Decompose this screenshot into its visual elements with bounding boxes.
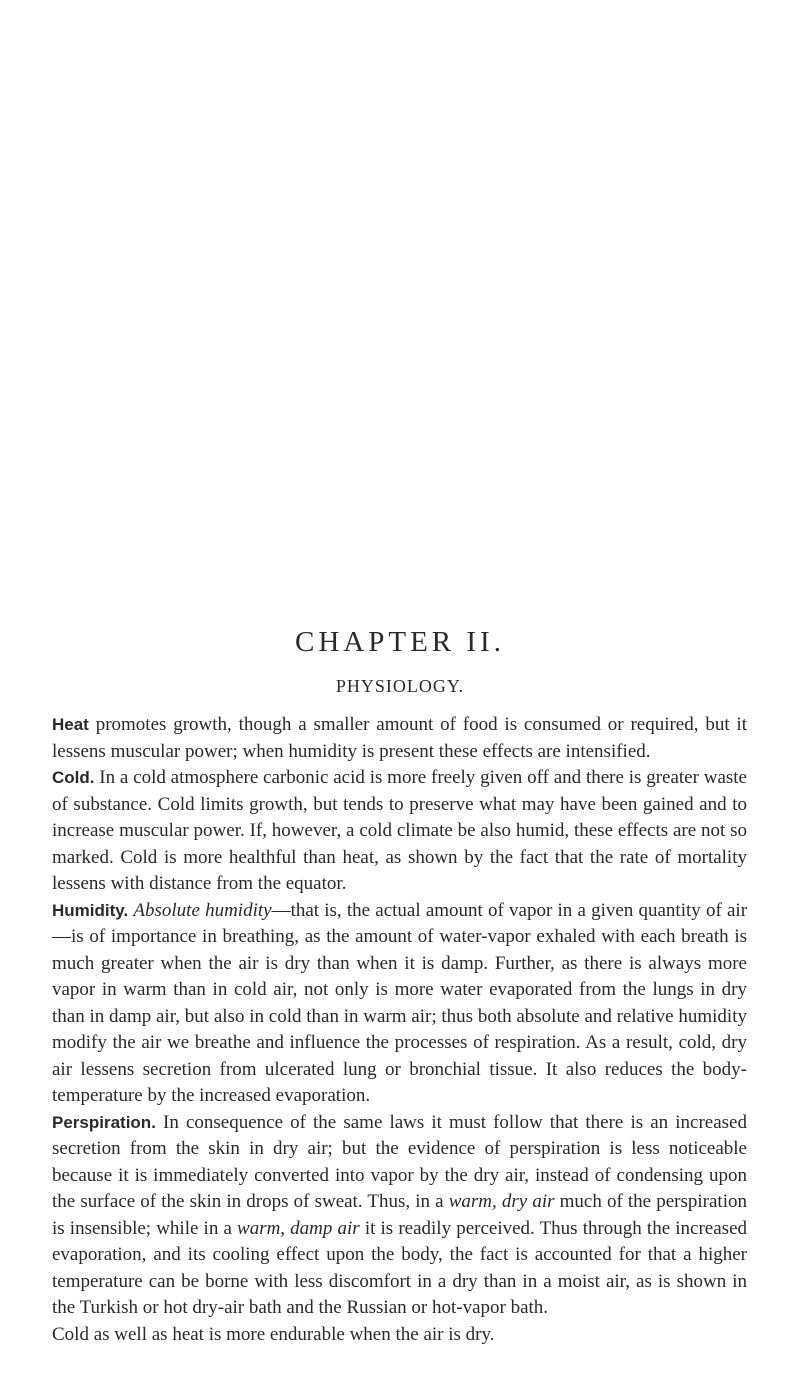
paragraph-text: it is readily perceived. Thus through the increased evaporation, and its cooling effect upon the body, the fact is accounted for that a higher temperature can be borne with less discomfort in a dry than in a moist air, as is shown in the Turkish or hot dry-air bath and the Russian or hot-vapor bath. [52, 1217, 747, 1318]
paragraph-heat [52, 712, 747, 765]
paragraph-italic-text: Absolute humidity [133, 899, 272, 921]
paragraph-text: much of the perspiration is insensible; while in a [52, 1191, 747, 1239]
paragraph-text: —that is, the actual amount of vapor in a given quantity of air—is of importance in breathing, as the amount of water-vapor exhaled with each breath is much greater when the air is dry than when it is damp. Further, as there is always more vapor in warm than in cold air, not only is more water evaporated from the lungs in dry than in damp air, but also in cold than in warm air; thus both absolute and relative humidity modify the air we breathe and influence the processes of respiration. As a result, cold, dry air lessens secretion from ulcerated lung or bronchial tissue. It also reduces the body-temperature by the increased evaporation. [52, 899, 748, 1106]
paragraph-humidity [52, 898, 747, 1110]
paragraph-italic-text: warm, dry air [448, 1191, 555, 1212]
paragraph-text: In a cold atmosphere carbonic acid is more freely given off and there is greater waste of substance. Cold limits growth, but tends to preserve what may have been gained and to increase muscular power. If, however, a cold climate be also humid, these effects are not so marked. Cold is more healthful than heat, as shown by the fact that the rate of mortality lessens with distance from the equator. [52, 767, 747, 894]
paragraph-lead: Perspiration. [52, 1112, 156, 1132]
chapter-title: CHAPTER II. [295, 626, 505, 658]
paragraph-closing [52, 1322, 747, 1349]
paragraph-text: Cold as well as heat is more endurable when the air is dry. [52, 1323, 495, 1345]
paragraph-italic-text: warm, damp air [237, 1217, 360, 1239]
paragraph-lead: Cold. [52, 768, 95, 787]
body-text [52, 712, 747, 1348]
paragraph-text: In consequence of the same laws it must follow that there is an increased secretion from the skin in dry air; but the evidence of perspiration is less noticeable because it is immediately converted into vapor by the dry air, instead of condensing upon the surface of the skin in drops of sweat. Thus, in a [52, 1111, 747, 1212]
paragraph-lead: Humidity. [52, 900, 129, 920]
paragraph-lead: Heat [52, 715, 89, 734]
paragraph-text: promotes growth, though a smaller amount of food is consumed or required, but it lessens muscular power; when humidity is present these effects are intensified. [52, 714, 747, 762]
paragraph-cold [52, 765, 747, 898]
section-title: PHYSIOLOGY. [335, 676, 465, 696]
paragraph-perspiration [52, 1110, 747, 1322]
